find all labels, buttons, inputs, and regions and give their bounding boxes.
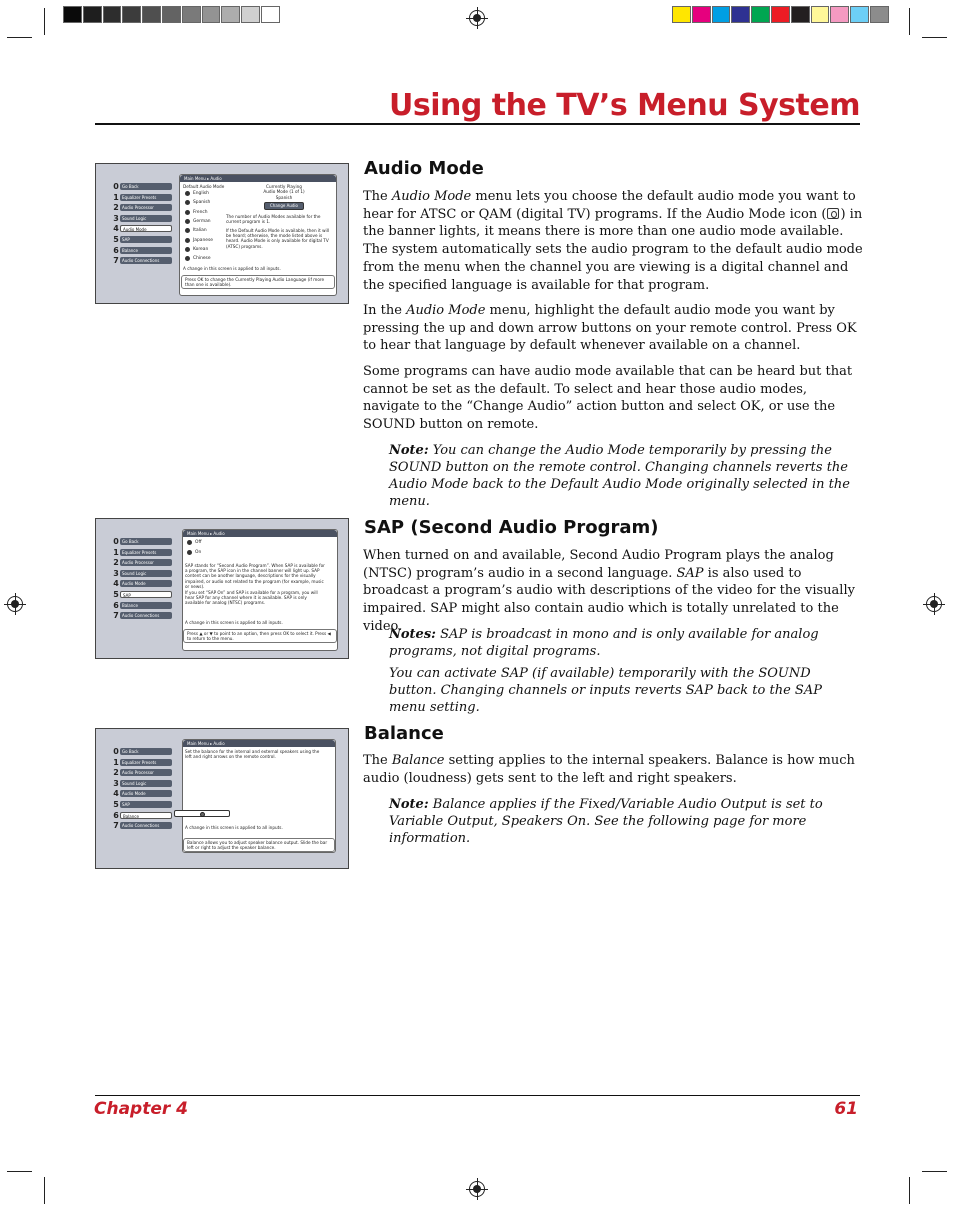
menu-item-audio-mode[interactable]: [112, 224, 172, 233]
currently-playing-value: Spanish: [275, 195, 293, 200]
color-swatch: [811, 6, 830, 23]
page-number: 61: [834, 1099, 858, 1119]
radio-label: On: [195, 550, 202, 555]
radio-icon: [185, 219, 190, 224]
color-swatch: [771, 6, 790, 23]
menu-item-number: 3: [113, 778, 119, 788]
menu-item-label: Audio Processor: [120, 559, 172, 566]
audio-menu-list: [112, 182, 172, 267]
breadcrumb: Main Menu ▸ Audio: [183, 740, 335, 747]
menu-item-label: Audio Mode: [120, 580, 172, 587]
balance-slider[interactable]: [174, 810, 230, 817]
menu-item-label: Sound Logic: [120, 215, 172, 222]
menu-item-number: 3: [113, 568, 119, 578]
audio-info-2: If the Default Audio Mode is available, then it will be heard; otherwise, the mode listed above is heard. Audio Mode is only available for digital TV (ATSC) programs.: [226, 228, 329, 249]
chapter-label: Chapter 4: [94, 1099, 189, 1119]
crop-mark: [7, 1171, 32, 1172]
menu-item-number: 1: [113, 757, 119, 767]
menu-item-label: Audio Processor: [120, 204, 172, 211]
color-swatch: [791, 6, 810, 23]
radio-label: French: [193, 209, 208, 215]
sap-note: Notes: SAP is broadcast in mono and is only available for analog programs, not digital programs.: [389, 627, 819, 659]
balance-paragraph-1: The Balance setting applies to the internal speakers. Balance is how much audio (loudness) gets sent to the left and right speakers.: [363, 753, 855, 786]
color-swatch: [870, 6, 889, 23]
color-swatch: [162, 6, 181, 23]
registration-mark-icon: [469, 1181, 485, 1197]
radio-option[interactable]: [185, 256, 211, 261]
color-swatch: [63, 6, 82, 23]
menu-item-label: Sound Logic: [120, 780, 172, 787]
menu-item-sap[interactable]: [112, 800, 172, 809]
menu-item-label: SAP: [120, 236, 172, 243]
menu-item-number: 6: [113, 245, 119, 255]
crop-mark: [909, 8, 910, 35]
menu-item-label: SAP: [120, 801, 172, 808]
change-audio-button[interactable]: Change Audio: [264, 202, 304, 210]
menu-item-sap[interactable]: [112, 590, 172, 599]
menu-item-label: Balance: [120, 247, 172, 254]
balance-panel: [182, 739, 336, 853]
audio-mode-note: Note: You can change the Audio Mode temporarily by pressing the SOUND button on the remote control. Changing channels reverts the Audio Mode back to the Default Audio Mode originally selected in the menu.: [389, 443, 850, 509]
radio-label: German: [193, 218, 211, 224]
radio-label: Italian: [193, 228, 207, 234]
menu-item-label: SAP: [120, 591, 172, 598]
crop-mark: [44, 8, 45, 35]
menu-item-label: Balance: [120, 812, 172, 819]
breadcrumb: Main Menu ▸ Audio: [183, 530, 337, 537]
applied-note: A change in this screen is applied to all inputs.: [183, 266, 281, 271]
menu-item-audio-connections[interactable]: [112, 821, 172, 830]
color-swatch: [202, 6, 221, 23]
registration-mark-icon: [7, 596, 23, 612]
menu-item-number: 4: [113, 789, 119, 799]
radio-icon: [185, 210, 190, 215]
crop-mark: [922, 1171, 947, 1172]
menu-item-number: 0: [113, 747, 119, 756]
hint-box: Press OK to change the Currently Playing Audio Language (if more than one is available).: [181, 275, 335, 289]
audio-mode-screenshot: [95, 163, 349, 304]
title-rule: [95, 123, 860, 125]
menu-item-equalizer-presets[interactable]: [112, 193, 172, 202]
menu-item-number: 2: [113, 203, 119, 213]
radio-icon: [187, 540, 192, 545]
crop-mark: [909, 1177, 910, 1204]
radio-icon: [185, 247, 190, 252]
menu-item-audio-processor[interactable]: [112, 558, 172, 567]
footer-rule: [95, 1095, 860, 1096]
sap-paragraph-1: When turned on and available, Second Audio Program plays the analog (NTSC) program’s audio in a second language. SAP is also used to broadcast a program’s audio with descriptions of the video for the visually impaired. SAP might also contain audio which is totally unrelated to the video.: [363, 548, 855, 634]
menu-item-label: Equalizer Presets: [120, 549, 172, 556]
color-swatch: [122, 6, 141, 23]
hint-box: Press ▲ or ▼ to point to an option, then press OK to select it. Press ◀ to return to the menu.: [183, 629, 337, 643]
menu-item-label: Audio Connections: [120, 257, 172, 264]
color-swatch: [261, 6, 280, 23]
menu-item-number: 7: [113, 611, 119, 621]
crop-mark: [7, 37, 32, 38]
menu-item-number: 5: [113, 589, 119, 599]
radio-icon: [185, 200, 190, 205]
balance-menu-list: [112, 747, 172, 832]
menu-item-label: Go Back: [120, 538, 172, 545]
registration-mark-icon: [469, 10, 485, 26]
menu-item-number: 5: [113, 234, 119, 244]
sap-heading: SAP (Second Audio Program): [364, 517, 659, 538]
page-title: Using the TV’s Menu System: [389, 88, 860, 123]
menu-item-sound-logic[interactable]: [112, 214, 172, 223]
menu-item-label: Equalizer Presets: [120, 194, 172, 201]
color-swatch: [830, 6, 849, 23]
currently-playing-label: Currently Playing Audio Mode (1 of 1): [263, 184, 305, 195]
applied-note: A change in this screen is applied to all inputs.: [185, 825, 283, 830]
radio-option[interactable]: [185, 228, 207, 233]
radio-option[interactable]: [185, 200, 210, 205]
menu-item-label: Audio Processor: [120, 769, 172, 776]
color-swatch: [103, 6, 122, 23]
color-swatch: [692, 6, 711, 23]
menu-item-audio-mode[interactable]: [112, 579, 172, 588]
color-swatch: [182, 6, 201, 23]
radio-option[interactable]: [187, 550, 201, 555]
default-mode-label: Default Audio Mode: [183, 184, 225, 189]
menu-item-audio-mode[interactable]: [112, 789, 172, 798]
radio-option[interactable]: [185, 219, 211, 224]
menu-item-sound-logic[interactable]: [112, 779, 172, 788]
radio-option[interactable]: [185, 210, 208, 215]
balance-screenshot: [95, 728, 349, 869]
menu-item-label: Go Back: [120, 748, 172, 755]
radio-option[interactable]: [185, 247, 208, 252]
radio-label: Korean: [193, 246, 209, 252]
radio-label: Chinese: [193, 256, 211, 262]
menu-item-label: Audio Mode: [120, 225, 172, 232]
menu-item-go-back[interactable]: [112, 182, 172, 191]
hint-box: Balance allows you to adjust speaker balance output. Slide the bar left or right to adjust the speaker balance.: [183, 838, 335, 852]
menu-item-number: 0: [113, 537, 119, 546]
menu-item-audio-connections[interactable]: [112, 611, 172, 620]
balance-note: Note: Balance applies if the Fixed/Variable Audio Output is set to Variable Output, Speakers On. See the following page for more information.: [389, 797, 823, 846]
menu-item-audio-processor[interactable]: [112, 768, 172, 777]
menu-item-number: 4: [113, 224, 119, 234]
menu-item-number: 1: [113, 192, 119, 202]
applied-note: A change in this screen is applied to all inputs.: [185, 620, 283, 625]
menu-item-label: Audio Connections: [120, 612, 172, 619]
sap-panel: [182, 529, 338, 651]
menu-item-label: Balance: [120, 602, 172, 609]
menu-item-number: 2: [113, 558, 119, 568]
crop-mark: [44, 1177, 45, 1204]
radio-icon: [185, 238, 190, 243]
menu-item-number: 4: [113, 579, 119, 589]
radio-label: Japanese: [193, 237, 213, 243]
radio-label: Spanish: [193, 200, 211, 206]
color-swatch: [142, 6, 161, 23]
sap-info-1: SAP stands for “Second Audio Program”. When SAP is available for a program, the SAP icon in the channel banner will light up. SAP content can be another language, descriptions for the visually impaired, or audio not related to the program (for example, music or news).: [185, 563, 325, 589]
color-swatch: [83, 6, 102, 23]
menu-item-number: 5: [113, 799, 119, 809]
breadcrumb: Main Menu ▸ Audio: [180, 175, 336, 182]
menu-item-equalizer-presets[interactable]: [112, 758, 172, 767]
radio-option[interactable]: [187, 540, 201, 545]
menu-item-number: 6: [113, 810, 119, 820]
color-swatch: [850, 6, 869, 23]
menu-item-label: Equalizer Presets: [120, 759, 172, 766]
balance-slider-knob[interactable]: [200, 812, 205, 817]
balance-info-1: Set the balance for the internal and external speakers using the left and right arrows on the remote control.: [185, 749, 320, 760]
crop-mark: [922, 37, 947, 38]
radio-option[interactable]: [185, 238, 213, 243]
menu-item-number: 0: [113, 182, 119, 191]
menu-item-number: 3: [113, 213, 119, 223]
menu-item-go-back[interactable]: [112, 747, 172, 756]
sap-menu-list: [112, 537, 172, 622]
audio-mode-paragraph-1: The Audio Mode menu lets you choose the default audio mode you want to hear for ATSC or QAM (digital TV) programs. If the Audio Mode icon ( ) in the banner lights, it means there is more than one audio mode available. The system automatically sets the audio program to the default audio mode from the menu when the channel you are viewing is a digital channel and the specified language is available for that program.: [363, 189, 863, 293]
color-swatch: [751, 6, 770, 23]
color-swatch: [241, 6, 260, 23]
audio-mode-heading: Audio Mode: [364, 158, 484, 179]
audio-mode-panel: [179, 174, 337, 296]
registration-mark-icon: [926, 596, 942, 612]
menu-item-number: 7: [113, 256, 119, 266]
radio-icon: [187, 550, 192, 555]
menu-item-number: 1: [113, 547, 119, 557]
menu-item-sap[interactable]: [112, 235, 172, 244]
radio-label: Off: [195, 540, 202, 545]
menu-item-label: Audio Connections: [120, 822, 172, 829]
menu-item-number: 7: [113, 821, 119, 831]
color-swatch: [731, 6, 750, 23]
menu-item-audio-processor[interactable]: [112, 203, 172, 212]
menu-item-audio-connections[interactable]: [112, 256, 172, 265]
menu-item-number: 6: [113, 600, 119, 610]
radio-icon: [185, 228, 190, 233]
radio-label: English: [193, 191, 209, 196]
audio-mode-icon: [827, 208, 839, 219]
radio-option[interactable]: [185, 191, 209, 196]
balance-heading: Balance: [364, 723, 444, 744]
menu-item-go-back[interactable]: [112, 537, 172, 546]
sap-info-2: If you set “SAP On” and SAP is available for a program, you will hear SAP for any channel where it is available. SAP is only available for analog (NTSC) programs.: [185, 590, 318, 606]
radio-icon: [185, 256, 190, 261]
menu-item-balance[interactable]: [112, 601, 172, 610]
menu-item-label: Sound Logic: [120, 570, 172, 577]
color-swatch: [712, 6, 731, 23]
audio-mode-paragraph-3: Some programs can have audio mode available that can be heard but that cannot be set as the default. To select and hear those audio modes, navigate to the “Change Audio” action button and select OK, or use the SOUND button on remote.: [363, 364, 853, 433]
menu-item-number: 2: [113, 768, 119, 778]
menu-item-label: Go Back: [120, 183, 172, 190]
radio-icon: [185, 191, 190, 196]
color-swatch: [672, 6, 691, 23]
sap-note-2: You can activate SAP (if available) temporarily with the SOUND button. Changing channels or inputs reverts SAP back to the SAP menu setting.: [389, 666, 822, 715]
menu-item-equalizer-presets[interactable]: [112, 548, 172, 557]
menu-item-sound-logic[interactable]: [112, 569, 172, 578]
menu-item-balance[interactable]: [112, 811, 172, 820]
color-swatch: [221, 6, 240, 23]
audio-info-1: The number of Audio Modes available for the current program is 1.: [226, 214, 321, 225]
menu-item-label: Audio Mode: [120, 790, 172, 797]
audio-mode-paragraph-2: In the Audio Mode menu, highlight the default audio mode you want by pressing the up and down arrow buttons on your remote control. Press OK to hear that language by default whenever available on a channel.: [363, 303, 857, 354]
menu-item-balance[interactable]: [112, 246, 172, 255]
sap-screenshot: [95, 518, 349, 659]
